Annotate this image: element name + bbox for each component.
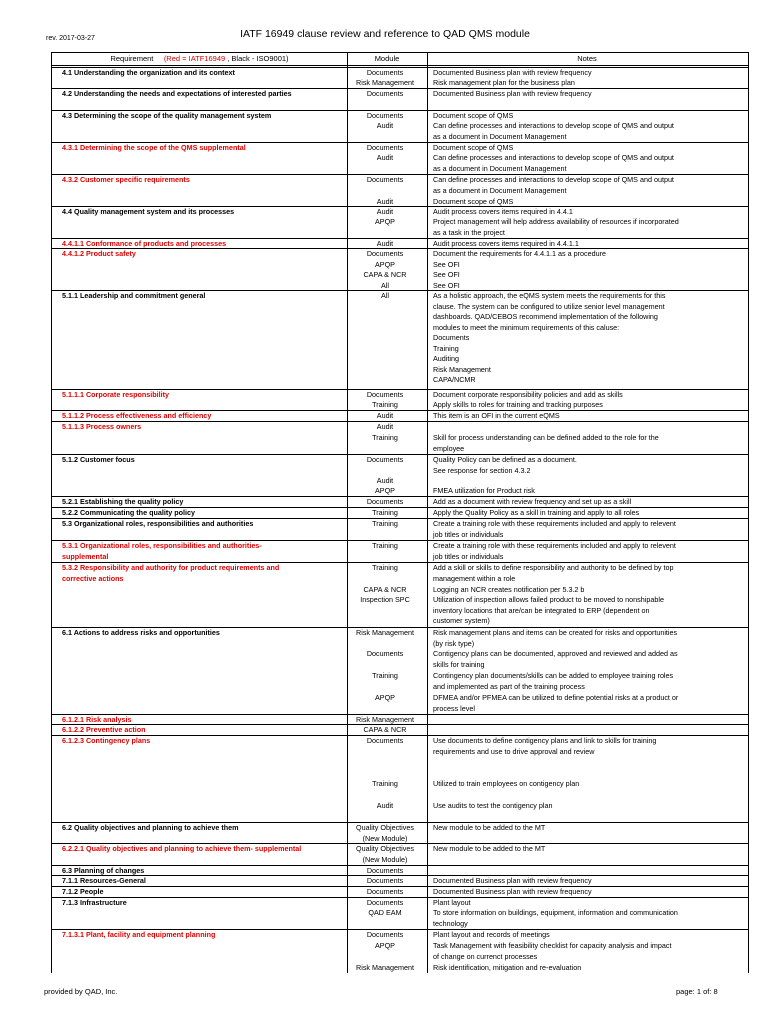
- notes-cell: DFMEA and/or PFMEA can be utilized to define potential risks at a product or process level: [433, 693, 679, 713]
- notes-cell: FMEA utilization for Product risk: [433, 486, 535, 495]
- module-cell: Documents: [366, 68, 404, 77]
- revision-label: rev. 2017-03-27: [46, 35, 95, 42]
- module-cell: All: [381, 291, 389, 300]
- requirement-cell: 5.3 Organizational roles, responsibilities and authorities: [62, 519, 254, 528]
- module-cell: Documents: [366, 143, 404, 152]
- module-cell: Audit: [376, 197, 394, 206]
- requirement-cell: 7.1.3 Infrastructure: [62, 898, 127, 907]
- module-cell: APQP: [375, 260, 395, 269]
- notes-cell: Can define processes and interactions to develop scope of QMS and output as a document in Document Management: [433, 175, 674, 195]
- module-cell: Training: [372, 779, 398, 788]
- module-cell: Documents: [366, 390, 404, 399]
- footer-page-number: page: 1 of: 8: [676, 987, 718, 996]
- column-header-notes: Notes: [577, 54, 597, 63]
- module-cell: QAD EAM: [368, 908, 402, 917]
- module-cell: APQP: [375, 217, 395, 226]
- module-cell: Documents: [366, 455, 404, 464]
- table-header: [52, 53, 748, 66]
- module-cell: Documents: [366, 89, 404, 98]
- notes-cell: Document corporate responsibility policies and add as skills: [433, 390, 623, 399]
- notes-cell: Can define processes and interactions to develop scope of QMS and output as a document in Document Management: [433, 121, 674, 141]
- notes-cell: Create a training role with these requirements included and apply to relevent job titles or individuals: [433, 519, 676, 539]
- notes-cell: Apply the Quality Policy as a skill in training and apply to all roles: [433, 508, 640, 517]
- module-cell: Risk Management: [356, 963, 414, 972]
- notes-cell: Audit process covers items required in 4.4.1: [433, 207, 573, 216]
- module-cell: Audit: [376, 422, 394, 431]
- footer-provider: provided by QAD, Inc.: [44, 987, 118, 996]
- notes-cell: New module to be added to the MT: [433, 823, 546, 832]
- requirement-cell: 6.1 Actions to address risks and opportunities: [62, 628, 220, 637]
- module-cell: Training: [372, 563, 398, 572]
- module-cell: Quality Objectives (New Module): [356, 823, 414, 843]
- legend-red: (Red = IATF16949: [163, 54, 226, 63]
- module-cell: CAPA & NCR: [363, 585, 407, 594]
- column-header-requirement: [52, 53, 347, 65]
- requirement-cell: 7.1.3.1 Plant, facility and equipment planning: [62, 930, 216, 939]
- notes-cell: Logging an NCR creates notification per 5.3.2 b: [433, 585, 585, 594]
- requirement-cell: 5.1.1 Leadership and commitment general: [62, 291, 206, 300]
- notes-cell: Task Management with feasibility checklist for capacity analysis and impact of change on currenct processes: [433, 941, 672, 961]
- notes-cell: Risk management plans and items can be created for risks and opportunities (by risk type): [433, 628, 678, 648]
- notes-cell: Contigency plans can be documented, approved and reviewed and added as skills for training: [433, 649, 678, 669]
- requirement-cell: 5.2.1 Establishing the quality policy: [62, 497, 184, 506]
- notes-cell: Plant layout: [433, 898, 471, 907]
- module-cell: Audit: [376, 801, 394, 810]
- module-cell: Training: [372, 400, 398, 409]
- requirement-cell: 5.1.1.1 Corporate responsibility: [62, 390, 170, 399]
- notes-cell: Risk identification, mitigation and re-evaluation: [433, 963, 582, 972]
- notes-cell: Document the requirements for 4.4.1.1 as a procedure: [433, 249, 606, 258]
- module-cell: Documents: [366, 930, 404, 939]
- notes-cell: Document scope of QMS: [433, 197, 514, 206]
- notes-cell: Documented Business plan with review frequency: [433, 68, 592, 77]
- requirement-cell: 4.3.2 Customer specific requirements: [62, 175, 190, 184]
- notes-cell: Plant layout and records of meetings: [433, 930, 550, 939]
- notes-cell: Documented Business plan with review frequency: [433, 876, 592, 885]
- notes-cell: See OFI: [433, 260, 460, 269]
- requirement-cell: 4.3.1 Determining the scope of the QMS supplemental: [62, 143, 246, 152]
- notes-cell: Use audits to test the contigency plan: [433, 801, 553, 810]
- module-cell: Risk Management: [356, 78, 414, 87]
- notes-cell: Documented Business plan with review frequency: [433, 89, 592, 98]
- notes-cell: Document scope of QMS: [433, 143, 514, 152]
- notes-cell: See OFI: [433, 281, 460, 290]
- module-cell: Documents: [366, 898, 404, 907]
- document-title: IATF 16949 clause review and reference to QAD QMS module: [240, 28, 530, 40]
- requirement-cell: 5.1.1.3 Process owners: [62, 422, 142, 431]
- module-cell: Audit: [376, 476, 394, 485]
- requirement-cell: 6.1.2.3 Contingency plans: [62, 736, 151, 745]
- module-cell: All: [381, 281, 389, 290]
- requirement-cell: 6.3 Planning of changes: [62, 866, 145, 875]
- module-cell: Documents: [366, 249, 404, 258]
- module-cell: Quality Objectives (New Module): [356, 844, 414, 864]
- requirement-cell: 6.2.2.1 Quality objectives and planning to achieve them- supplemental: [62, 844, 302, 853]
- module-cell: Audit: [376, 239, 394, 248]
- module-cell: Audit: [376, 411, 394, 420]
- notes-cell: Document scope of QMS: [433, 111, 514, 120]
- module-cell: Training: [372, 508, 398, 517]
- requirement-cell: 4.3 Determining the scope of the quality management system: [62, 111, 272, 120]
- notes-cell: New module to be added to the MT: [433, 844, 546, 853]
- notes-cell: Risk management plan for the business plan: [433, 78, 575, 87]
- module-cell: Training: [372, 519, 398, 528]
- notes-cell: Create a training role with these requirements included and apply to relevent job titles or individuals: [433, 541, 676, 561]
- module-cell: Documents: [366, 497, 404, 506]
- notes-cell: Documented Business plan with review frequency: [433, 887, 592, 896]
- notes-cell: Apply skills to roles for training and tracking purposes: [433, 400, 603, 409]
- requirement-cell: 5.2.2 Communicating the quality policy: [62, 508, 195, 517]
- requirement-cell: 7.1.2 People: [62, 887, 104, 896]
- requirement-cell: 5.3.1 Organizational roles, responsibilities and authorities- supplemental: [62, 541, 262, 561]
- notes-cell: As a holistic approach, the eQMS system meets the requirements for this clause. The system can be configured to utilize senior level management dashboards. QAD/CEBOS recommend implementation of the following modules to meet the minimum requirements of this caluse: Documents Training Auditing Risk Management CAPA/NCMR: [433, 291, 666, 384]
- requirement-heading: Requirement: [110, 54, 154, 63]
- module-cell: Training: [372, 541, 398, 550]
- module-cell: Audit: [376, 207, 394, 216]
- module-cell: Inspection SPC: [360, 595, 410, 604]
- module-cell: Documents: [366, 111, 404, 120]
- module-cell: Audit: [376, 121, 394, 130]
- requirement-cell: 6.1.2.2 Preventive action: [62, 725, 146, 734]
- module-cell: Training: [372, 671, 398, 680]
- requirement-cell: 4.4.1.2 Product safety: [62, 249, 136, 258]
- notes-cell: Utilization of inspection allows failed product to be moved to nonshipable inventory locations that are/can be integrated to ERP (dependent on customer system): [433, 595, 664, 625]
- requirement-cell: 4.2 Understanding the needs and expectations of interested parties: [62, 89, 292, 98]
- requirement-cell: 6.2 Quality objectives and planning to achieve them: [62, 823, 239, 832]
- module-cell: Audit: [376, 153, 394, 162]
- module-cell: Documents: [366, 649, 404, 658]
- column-header-module: Module: [374, 54, 400, 63]
- notes-cell: See OFI: [433, 270, 460, 279]
- requirement-cell: 5.1.2 Customer focus: [62, 455, 135, 464]
- requirement-cell: 6.1.2.1 Risk analysis: [62, 715, 132, 724]
- requirement-cell: 4.4.1.1 Conformance of products and processes: [62, 239, 227, 248]
- clause-table: [51, 52, 749, 973]
- notes-cell: Utilized to train employees on contigency plan: [433, 779, 580, 788]
- notes-cell: To store information on buildings, equipment, information and communication technology: [433, 908, 678, 928]
- notes-cell: Add as a document with review frequency and set up as a skill: [433, 497, 632, 506]
- notes-cell: Contingency plan documents/skills can be added to employee training roles and implemented as part of the training process: [433, 671, 674, 691]
- module-cell: Risk Management: [356, 628, 414, 637]
- notes-cell: This item is an OFI in the current eQMS: [433, 411, 560, 420]
- notes-cell: Skill for process understanding can be defined added to the role for the employee: [433, 433, 659, 453]
- module-cell: APQP: [375, 486, 395, 495]
- module-cell: Documents: [366, 866, 404, 875]
- requirement-cell: 4.1 Understanding the organization and its context: [62, 68, 235, 77]
- requirement-cell: 7.1.1 Resources-General: [62, 876, 146, 885]
- module-cell: Documents: [366, 887, 404, 896]
- notes-cell: Use documents to define contigency plans and link to skills for training requirements and use to drive approval and review: [433, 736, 657, 756]
- notes-cell: Project management will help address availability of resources if incorporated as a task in the project: [433, 217, 679, 237]
- notes-cell: Quality Policy can be defined as a document. See response for section 4.3.2: [433, 455, 577, 475]
- requirement-cell: 5.1.1.2 Process effectiveness and efficiency: [62, 411, 212, 420]
- module-cell: APQP: [375, 941, 395, 950]
- notes-cell: Audit process covers items required in 4.4.1.1: [433, 239, 579, 248]
- module-cell: Documents: [366, 175, 404, 184]
- module-cell: APQP: [375, 693, 395, 702]
- module-cell: Risk Management: [356, 715, 414, 724]
- module-cell: CAPA & NCR: [363, 270, 407, 279]
- legend-black: , Black - ISO9001): [227, 54, 289, 63]
- module-cell: Training: [372, 433, 398, 442]
- requirement-cell: 5.3.2 Responsibility and authority for product requirements and corrective actions: [62, 563, 280, 583]
- module-cell: Documents: [366, 736, 404, 745]
- requirement-cell: 4.4 Quality management system and its processes: [62, 207, 235, 216]
- notes-cell: Add a skill or skills to define responsibility and authority to be defined by top management within a role: [433, 563, 674, 583]
- module-cell: Documents: [366, 876, 404, 885]
- notes-cell: Can define processes and interactions to develop scope of QMS and output as a document in Document Management: [433, 153, 674, 173]
- module-cell: CAPA & NCR: [363, 725, 407, 734]
